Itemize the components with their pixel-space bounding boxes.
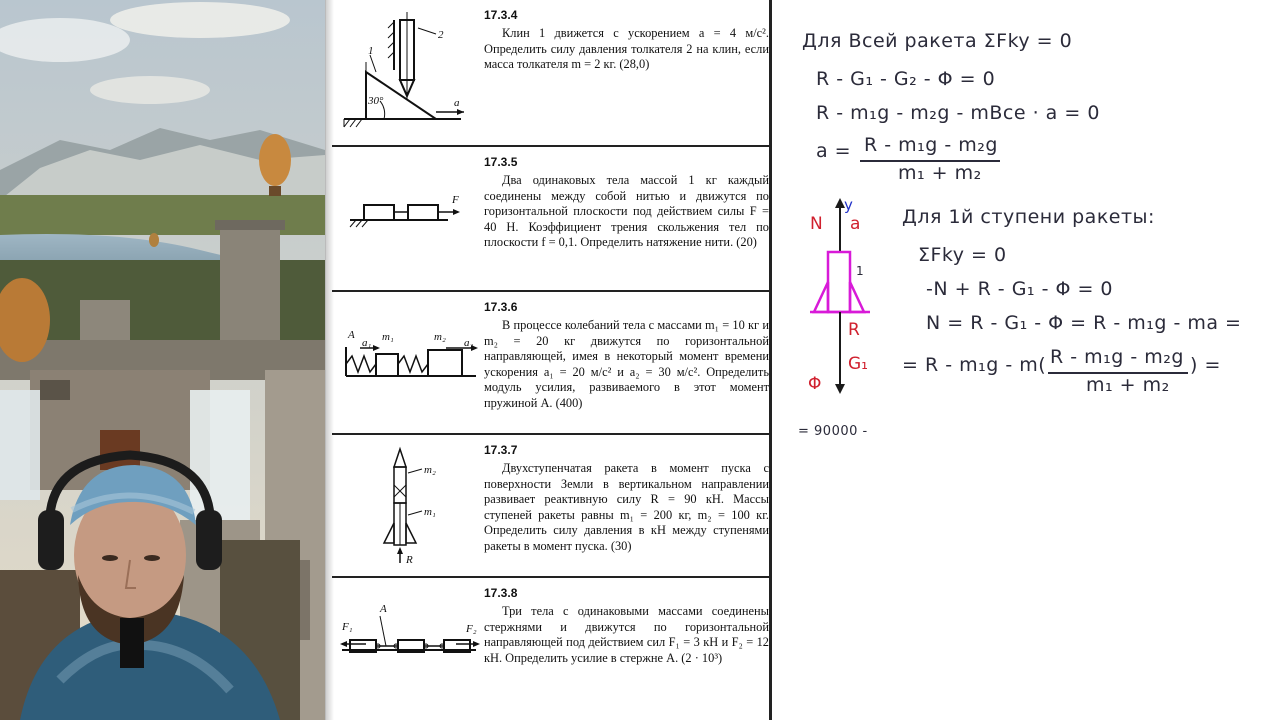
normal-force-label: N (810, 214, 823, 234)
problem-number: 17.3.4 (484, 8, 518, 22)
thrust-label: R (406, 554, 413, 566)
rod-a-label: A (380, 603, 387, 615)
problem-number: 17.3.5 (484, 155, 518, 169)
a2-label: a₂ (464, 337, 474, 349)
gravity-label: G₁ (848, 354, 868, 374)
problem-17-3-7 (332, 433, 772, 576)
whiteboard[interactable] (780, 0, 1280, 720)
handwritten-line-5: Для 1й ступени ракеты: (902, 206, 1155, 228)
inertia-force-label: Φ (808, 374, 822, 394)
line9-numerator: R - m₁g - m₂g (1050, 346, 1184, 368)
thrust-label: R (848, 320, 860, 340)
handwritten-line-2: R - G₁ - G₂ - Φ = 0 (816, 68, 996, 90)
handwritten-line-9-rhs: ) = (1190, 354, 1221, 376)
spring-a-label: A (348, 329, 355, 341)
webcam-overlay (0, 440, 300, 720)
acceleration-label: a (850, 214, 861, 234)
two-blocks-figure (336, 147, 486, 287)
m2-label: m₂ (434, 331, 446, 343)
handwritten-line-8: N = R - G₁ - Φ = R - m₁g - ma = (926, 312, 1242, 334)
fraction-numerator: R - m₁g - m₂g (864, 134, 998, 156)
handwritten-line-1: Для Всей ракета ΣFky = 0 (802, 30, 1073, 52)
problem-17-3-6 (332, 290, 772, 433)
presenter-video (0, 440, 300, 720)
problem-text: В процессе колебаний тела с массами m₁ = 10 кг и m₂ = 20 кг движутся по горизонтальной направляющей, имея в некоторый момент времени ускорения a₁ = 20 м/с² и a₂ = 30 м/с². Определить модуль усилия, развиваемого в этот момент пружиной A. (400) (484, 318, 769, 410)
f2-label: F₂ (466, 623, 477, 635)
m1-label: m₁ (424, 506, 436, 518)
problem-text: Клин 1 движется с ускорением a = 4 м/с². Определить силу давления толкателя 2 на клин, если масса толкателя m = 2 кг. (28,0) (484, 26, 769, 71)
problem-number: 17.3.8 (484, 586, 518, 600)
y-axis-label: y (844, 196, 853, 214)
acceleration-label: a (454, 97, 460, 109)
wedge-figure (336, 0, 486, 140)
problem-number: 17.3.6 (484, 300, 518, 314)
spring-masses-figure (336, 292, 486, 432)
a1-label: a₁ (362, 337, 372, 349)
handwritten-line-10: = 90000 - (798, 424, 868, 439)
problem-text: Два одинаковых тела массой 1 кг каждый соединены между собой нитью и движутся по горизонтальной плоскости под действием силы F = 40 Н. Коэффициент трения скольжения тел по плоскости f = 0,1. Определить натяжение нити. (20) (484, 173, 769, 249)
rocket-figure (336, 435, 486, 575)
force-label: F (452, 194, 459, 206)
problem-17-3-4 (332, 0, 772, 145)
textbook-page (325, 0, 780, 720)
problem-number: 17.3.7 (484, 443, 518, 457)
m2-label: m₂ (424, 464, 436, 476)
stage-number-label: 1 (856, 264, 865, 278)
problem-17-3-5 (332, 145, 772, 290)
angle-label: 30° (368, 95, 384, 107)
m1-label: m₁ (382, 331, 394, 343)
three-bodies-figure (336, 578, 486, 718)
fraction-denominator: m₁ + m₂ (898, 162, 982, 184)
handwritten-line-9-lhs: = R - m₁g - m( (902, 354, 1047, 376)
f1-label: F₁ (342, 621, 353, 633)
handwritten-a-equals: a = (816, 140, 852, 162)
handwritten-line-3: R - m₁g - m₂g - mВсе · a = 0 (816, 102, 1100, 124)
handwritten-line-7: -N + R - G₁ - Φ = 0 (926, 278, 1114, 300)
line9-denominator: m₁ + m₂ (1086, 374, 1170, 396)
handwritten-line-6: ΣFky = 0 (918, 244, 1007, 266)
problem-text: Двухступенчатая ракета в момент пуска с поверхности Земли в вертикальном направлении развивает реактивную силу R = 90 кН. Массы ступеней ракеты равны m₁ = 200 кг, m₂ = 100 кг. Определить силу давления в кН между ступенями ракеты в момент пуска. (30) (484, 461, 769, 553)
problem-text: Три тела с одинаковыми массами соединены стержнями и движутся по горизонтальной направляющей под действием сил F₁ = 3 кН и F₂ = 12 кН. Определить усилие в стержне A. (2 · 10³) (484, 604, 769, 665)
wedge-label-1: 1 (368, 45, 374, 57)
pusher-label-2: 2 (438, 29, 444, 41)
problem-17-3-8 (332, 576, 772, 720)
